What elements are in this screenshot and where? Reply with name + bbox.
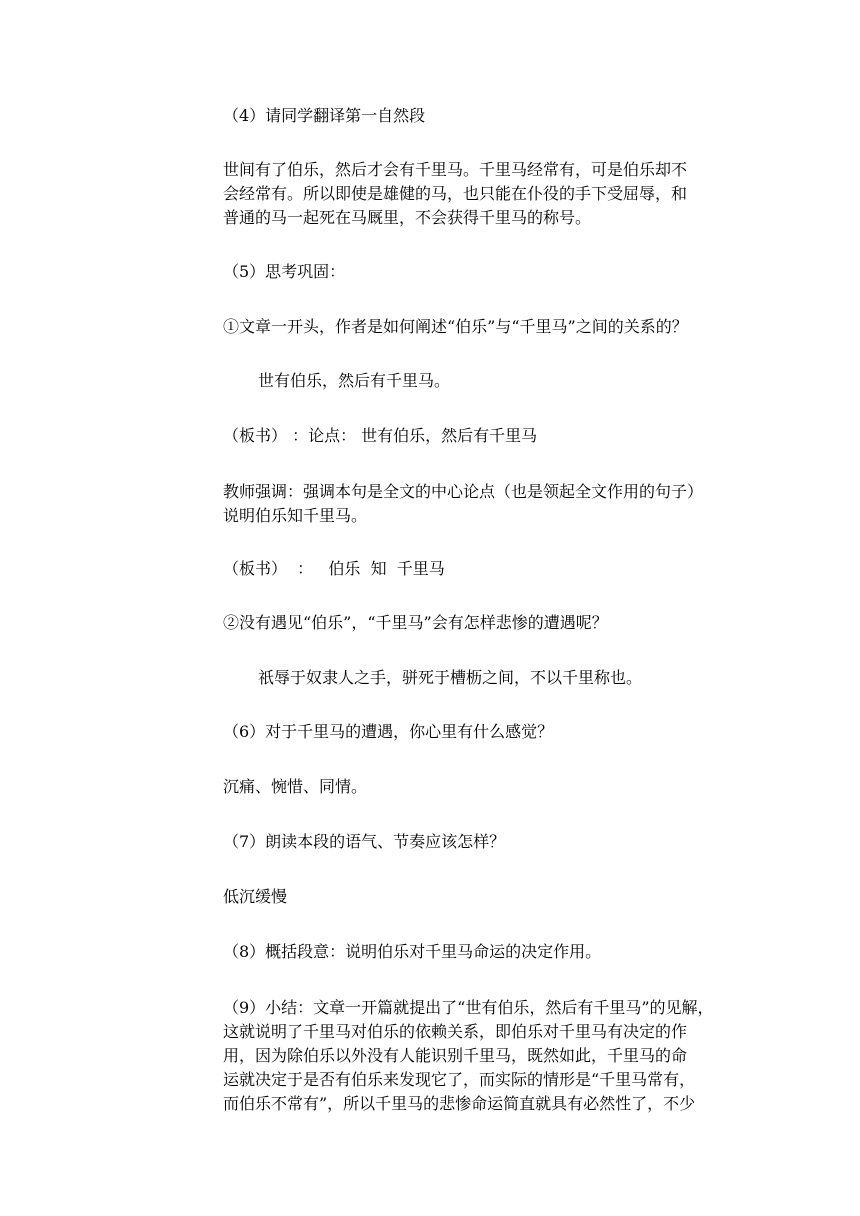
question-2: ②没有遇见“伯乐”，“千里马”会有怎样悲惨的遭遇呢？ [223,613,608,632]
summary-line: （9）小结：文章一开篇就提出了“世有伯乐，然后有千里马”的见解， [223,998,714,1017]
board-note-2: （板书） ： 伯乐 知 千里马 [223,559,445,578]
summary-line: 用，因为除伯乐以外没有人能识别千里马，既然如此，千里马的命 [223,1046,688,1065]
section-6-answer: 沉痛、惋惜、同情。 [223,777,368,796]
section-9-summary [223,996,736,1116]
question-1: ①文章一开头，作者是如何阐述“伯乐”与“千里马”之间的关系的？ [223,317,688,336]
section-6-heading: （6）对于千里马的遭遇，你心里有什么感觉？ [223,722,554,741]
teacher-note [223,480,736,528]
translation-line: 世间有了伯乐，然后才会有千里马。千里马经常有，可是伯乐却不 [223,160,688,179]
answer-1: 世有伯乐，然后有千里马。 [258,371,451,390]
section-5-heading: （5）思考巩固： [223,262,346,281]
section-7-answer: 低沉缓慢 [223,887,288,906]
summary-line: 而伯乐不常有”，所以千里马的悲惨命运简直就具有必然性了，不少 [223,1094,696,1113]
section-4-heading: （4）请同学翻译第一自然段 [223,106,426,125]
teacher-note-line: 说明伯乐知千里马。 [223,506,368,525]
answer-2: 祇辱于奴隶人之手，骈死于槽枥之间，不以千里称也。 [258,668,643,687]
section-7-heading: （7）朗读本段的语气、节奏应该怎样？ [223,832,506,851]
translation-line: 会经常有。所以即使是雄健的马，也只能在仆役的手下受屈辱，和 [223,184,688,203]
teacher-note-line: 教师强调：强调本句是全文的中心论点（也是领起全文作用的句子） [223,482,704,501]
summary-line: 运就决定于是否有伯乐来发现它了，而实际的情形是“千里马常有， [223,1070,696,1089]
summary-line: 这就说明了千里马对伯乐的依赖关系，即伯乐对千里马有决定的作 [223,1022,688,1041]
section-8-summary: （8）概括段意：说明伯乐对千里马命运的决定作用。 [223,942,602,961]
board-note-1: （板书） ：论点： 世有伯乐，然后有千里马 [223,426,538,445]
translation-line: 普通的马一起死在马厩里，不会获得千里马的称号。 [223,208,592,227]
section-4-translation [223,158,736,230]
